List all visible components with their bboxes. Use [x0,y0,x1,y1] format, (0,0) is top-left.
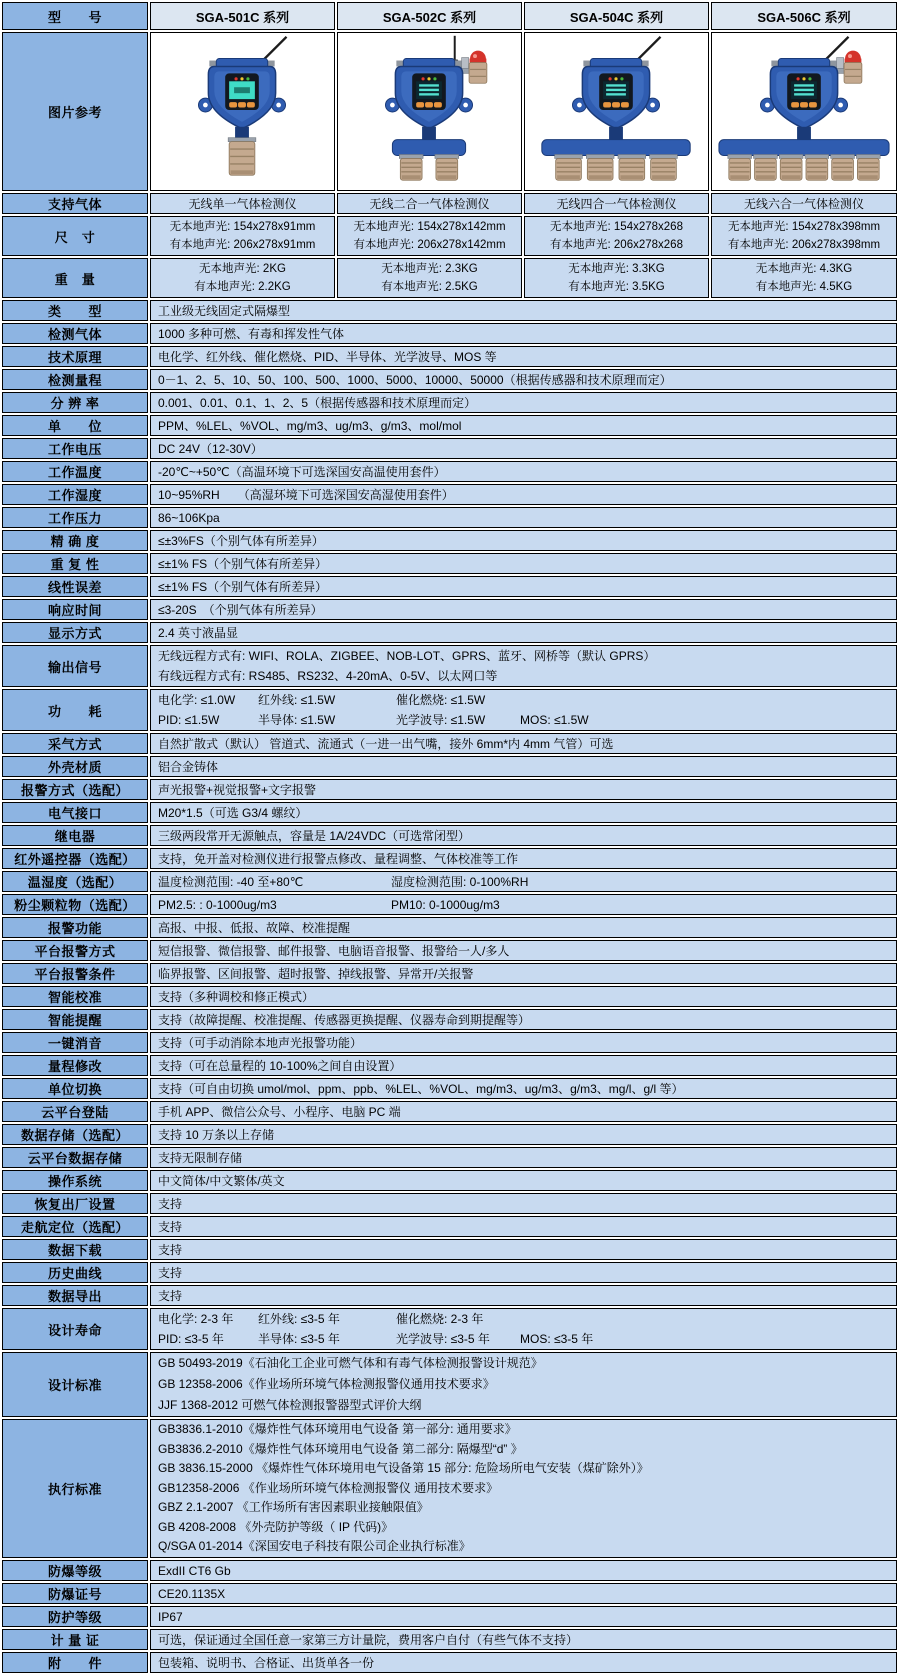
spec-row [2,1629,897,1650]
spec-value-line: 有本地声光: 206x278x268 [550,239,683,251]
spec-value-cell: 支持 [150,1239,897,1260]
spec-value-line: GB3836.1-2010《爆炸性气体环境用电气设备 第一部分: 通用要求》 [158,1422,517,1437]
spec-value-cell [150,258,335,298]
spec-value-line: 有本地声光: 2.2KG [194,281,291,293]
row-label: 附 件 [2,1652,148,1673]
model-column-header: SGA-506C 系列 [711,2,897,30]
spec-value-cell: 无线六合一气体检测仪 [711,193,897,214]
spec-value-line: 无本地声光: 2.3KG [381,263,478,275]
spec-value-cell: 无线四合一气体检测仪 [524,193,709,214]
spec-row [2,300,897,321]
spec-row [2,1285,897,1306]
spec-row [2,553,897,574]
row-label: 走航定位（选配） [2,1216,148,1237]
product-image-sga-506c [711,32,897,191]
spec-value-cell: IP67 [150,1606,897,1627]
spec-value-line: GB12358-2006 《作业场所环境气体检测报警仪 通用技术要求》 [158,1480,499,1495]
spec-value-line: GBZ 2.1-2007 《工作场所有害因素职业接触限值》 [158,1500,429,1515]
spec-row [2,599,897,620]
spec-value-line: GB 12358-2006《作业场所环境气体检测报警仪通用技术要求》 [158,1377,495,1391]
row-label: 报警方式（选配） [2,779,148,800]
spec-value-cell: 支持 [150,1285,897,1306]
row-label: 防护等级 [2,1606,148,1627]
spec-value-line: 有本地声光: 4.5KG [755,281,853,293]
model-column-header: SGA-504C 系列 [524,2,709,30]
row-label: 计 量 证 [2,1629,148,1650]
row-label: 云平台登陆 [2,1101,148,1122]
spec-row [2,193,897,214]
spec-value-cell: 短信报警、微信报警、邮件报警、电脑语音报警、报警给一人/多人 [150,940,897,961]
row-label: 输出信号 [2,645,148,687]
row-label: 工作电压 [2,438,148,459]
gas-detector-dual-icon [338,33,521,185]
spec-row [2,484,897,505]
spec-value-cell: 无线单一气体检测仪 [150,193,335,214]
row-label: 尺 寸 [2,216,148,256]
spec-row [2,802,897,823]
spec-row [2,1239,897,1260]
spec-row [2,779,897,800]
spec-value-cell: 10~95%RH （高湿环境下可选深国安高湿使用套件） [150,484,897,505]
spec-value-line [158,690,896,710]
row-label: 红外遥控器（选配） [2,848,148,869]
spec-value-line: GB3836.2-2010《爆炸性气体环境用电气设备 第二部分: 隔爆型“d” 》 [158,1441,523,1456]
spec-value-line: JJF 1368-2012 可燃气体检测报警器型式评价大纲 [158,1398,422,1412]
spec-value-segment: PID: ≤1.5W [158,713,220,727]
row-label: 单位切换 [2,1078,148,1099]
spec-value-line: 无本地声光: 154x278x142mm [353,221,506,233]
row-label: 一键消音 [2,1032,148,1053]
spec-value-cell: 支持（可手动消除本地声光报警功能） [150,1032,897,1053]
row-label: 数据导出 [2,1285,148,1306]
spec-value-line: 无本地声光: 154x278x398mm [727,221,881,233]
spec-value-cell: 0－1、2、5、10、50、100、500、1000、5000、10000、50000（根据传感器和技术原理而定） [150,369,897,390]
row-label: 检测量程 [2,369,148,390]
spec-value-line: Q/SGA 01-2014《深国安电子科技有限公司企业执行标准》 [158,1539,471,1554]
spec-row [2,1032,897,1053]
row-label: 防爆证号 [2,1583,148,1604]
spec-row [2,1124,897,1145]
spec-value-cell [150,871,897,892]
row-label: 采气方式 [2,733,148,754]
row-label: 执行标准 [2,1419,148,1558]
spec-row [2,346,897,367]
spec-row [2,392,897,413]
spec-value-cell: 工业级无线固定式隔爆型 [150,300,897,321]
spec-row [2,1216,897,1237]
row-label: 重 量 [2,258,148,298]
spec-row [2,689,897,731]
spec-value-segment: 半导体: ≤1.5W [258,713,336,727]
spec-row [2,1147,897,1168]
spec-row [2,415,897,436]
row-label: 防爆等级 [2,1560,148,1581]
spec-row [2,645,897,687]
spec-row [2,1193,897,1214]
spec-row [2,216,897,256]
row-label: 图片参考 [2,32,148,191]
spec-value-line: 有本地声光: 206x278x142mm [353,239,506,251]
spec-row [2,507,897,528]
spec-value-cell [150,894,897,915]
spec-row [2,756,897,777]
spec-value-cell: 支持 [150,1193,897,1214]
spec-value-line: 有本地声光: 206x278x91mm [169,239,316,251]
model-column-header: SGA-502C 系列 [337,2,522,30]
spec-value-line: 有本地声光: 3.5KG [568,281,665,293]
spec-value-cell: DC 24V（12-30V） [150,438,897,459]
spec-value-cell [150,1419,897,1558]
spec-value-cell: 无线二合一气体检测仪 [337,193,522,214]
row-label: 外壳材质 [2,756,148,777]
row-label: 检测气体 [2,323,148,344]
spec-row [2,825,897,846]
spec-value-line [158,710,896,730]
gas-detector-single-icon [151,33,334,185]
spec-value-segment: 催化燃烧: ≤1.5W [396,693,486,707]
spec-value-line: GB 4208-2008 《外壳防护等级（ IP 代码)》 [158,1519,394,1534]
spec-value-cell: 声光报警+视觉报警+文字报警 [150,779,897,800]
spec-value-line: 无本地声光: 2KG [199,263,286,275]
spec-row [2,323,897,344]
row-label: 支持气体 [2,193,148,214]
spec-value-line: GB 3836.15-2000 《爆炸性气体环境用电气设备第 15 部分: 危险场所电气安装（煤矿除外）》 [158,1461,649,1476]
spec-value-cell: 中文简体/中文繁体/英文 [150,1170,897,1191]
spec-row [2,848,897,869]
spec-value-line: 无本地声光: 3.3KG [568,263,665,275]
spec-row [2,1078,897,1099]
spec-value-cell: 铝合金铸体 [150,756,897,777]
row-label: 设计标准 [2,1352,148,1417]
spec-value-line: 无本地声光: 4.3KG [755,263,853,275]
spec-value-cell: 86~106Kpa [150,507,897,528]
product-image-sga-502c [337,32,522,191]
spec-value-line: 有本地声光: 2.5KG [381,281,478,293]
row-label: 类 型 [2,300,148,321]
spec-value-line: 有本地声光: 206x278x398mm [727,239,881,251]
spec-row [2,940,897,961]
row-label: 操作系统 [2,1170,148,1191]
spec-value-cell: 三级两段常开无源触点，容量是 1A/24VDC（可选常闭型） [150,825,897,846]
spec-value-cell: 支持无限制存储 [150,1147,897,1168]
row-label: 设计寿命 [2,1308,148,1350]
spec-value-segment: 红外线: ≤1.5W [258,693,336,707]
spec-value-segment: 电化学: ≤1.0W [158,693,236,707]
spec-value-cell: 支持 [150,1262,897,1283]
spec-value-line: 无本地声光: 154x278x91mm [169,221,316,233]
spec-value-cell: 支持（可在总量程的 10-100%之间自由设置） [150,1055,897,1076]
row-label: 历史曲线 [2,1262,148,1283]
spec-row [2,1101,897,1122]
spec-value-segment: MOS: ≤3-5 年 [520,1332,594,1346]
spec-row [2,258,897,298]
spec-value-cell [150,216,335,256]
spec-row [2,461,897,482]
row-label: 显示方式 [2,622,148,643]
spec-row [2,1170,897,1191]
spec-value-segment: PID: ≤3-5 年 [158,1332,224,1346]
spec-row [2,530,897,551]
row-label: 报警功能 [2,917,148,938]
spec-value-cell [150,689,897,731]
spec-row [2,986,897,1007]
gas-detector-quad-icon [525,33,708,185]
spec-value-cell: ≤±1% FS（个别气体有所差异） [150,553,897,574]
row-label: 工作压力 [2,507,148,528]
spec-value-cell: PPM、%LEL、%VOL、mg/m3、ug/m3、g/m3、mol/mol [150,415,897,436]
spec-value-segment: MOS: ≤1.5W [520,713,589,727]
row-label: 分 辨 率 [2,392,148,413]
product-image-sga-504c [524,32,709,191]
row-label: 量程修改 [2,1055,148,1076]
spec-value-line: 有线远程方式有: RS485、RS232、4-20mA、0-5V、以太网口等 [158,669,498,683]
spec-row [2,1606,897,1627]
row-label: 单 位 [2,415,148,436]
spec-value-cell: 0.001、0.01、0.1、1、2、5（根据传感器和技术原理而定） [150,392,897,413]
spec-row [2,1055,897,1076]
spec-value-cell [524,258,709,298]
spec-value-cell: 可选，保证通过全国任意一家第三方计量院，费用客户自付（有些气体不支持） [150,1629,897,1650]
spec-value-cell: ≤±3%FS（个别气体有所差异） [150,530,897,551]
spec-value-cell: 支持（可自由切换 umol/mol、ppm、ppb、%LEL、%VOL、mg/m3、ug/m3、g/m3、mg/l、g/l 等） [150,1078,897,1099]
row-label: 工作湿度 [2,484,148,505]
row-label: 响应时间 [2,599,148,620]
spec-value-cell: 包装箱、说明书、合格证、出货单各一份 [150,1652,897,1673]
spec-value-segment: 催化燃烧: 2-3 年 [396,1312,484,1326]
spec-value-segment: 电化学: 2-3 年 [158,1312,234,1326]
spec-row [2,1262,897,1283]
row-label: 数据下载 [2,1239,148,1260]
spec-value-cell: 手机 APP、微信公众号、小程序、电脑 PC 端 [150,1101,897,1122]
spec-row [2,963,897,984]
row-label: 工作温度 [2,461,148,482]
spec-value-cell: CE20.1135X [150,1583,897,1604]
spec-value-segment: 光学波导: ≤1.5W [396,713,486,727]
spec-value-cell: -20℃~+50℃（高温环境下可选深国安高温使用套件） [150,461,897,482]
spec-value-line: GB 50493-2019《石油化工企业可燃气体和有毒气体检测报警设计规范》 [158,1356,543,1370]
spec-row [2,733,897,754]
row-label: 电气接口 [2,802,148,823]
spec-value-cell: 临界报警、区间报警、超时报警、掉线报警、异常开/关报警 [150,963,897,984]
spec-value-cell [150,1352,897,1417]
row-label: 数据存储（选配） [2,1124,148,1145]
spec-value-cell: 支持（多种调校和修正模式） [150,986,897,1007]
spec-row [2,1009,897,1030]
row-label: 重 复 性 [2,553,148,574]
spec-row [2,894,897,915]
spec-value-segment: 湿度检测范围: 0-100%RH [391,875,529,889]
spec-row [2,369,897,390]
row-label: 精 确 度 [2,530,148,551]
row-label: 技术原理 [2,346,148,367]
row-label: 型 号 [2,2,148,30]
spec-row [2,438,897,459]
row-label: 云平台数据存储 [2,1147,148,1168]
spec-table-body [2,2,897,1673]
spec-value-cell: M20*1.5（可选 G3/4 螺纹） [150,802,897,823]
spec-row [2,32,897,191]
gas-detector-hex-icon [713,33,896,185]
spec-row [2,1652,897,1673]
spec-value-cell: 支持 [150,1216,897,1237]
spec-row [2,1419,897,1558]
spec-value-cell: 支持（故障提醒、校准提醒、传感器更换提醒、仪器寿命到期提醒等） [150,1009,897,1030]
spec-value-cell [337,216,522,256]
spec-value-line: 无本地声光: 154x278x268 [550,221,683,233]
spec-value-cell [337,258,522,298]
spec-value-line [158,1309,896,1329]
spec-row [2,622,897,643]
spec-row [2,871,897,892]
spec-value-segment: 红外线: ≤3-5 年 [258,1312,340,1326]
row-label: 粉尘颗粒物（选配） [2,894,148,915]
spec-value-segment: 光学波导: ≤3-5 年 [396,1332,490,1346]
row-label: 恢复出厂设置 [2,1193,148,1214]
row-label: 功 耗 [2,689,148,731]
spec-value-cell: 高报、中报、低报、故障、校准提醒 [150,917,897,938]
spec-value-cell: 支持 10 万条以上存储 [150,1124,897,1145]
spec-value-cell: 1000 多种可燃、有毒和挥发性气体 [150,323,897,344]
row-label: 平台报警条件 [2,963,148,984]
spec-value-cell: ≤3-20S （个别气体有所差异） [150,599,897,620]
spec-value-line [158,1329,896,1349]
model-column-header: SGA-501C 系列 [150,2,335,30]
spec-value-cell: 自然扩散式（默认） 管道式、流通式（一进一出气嘴，接外 6mm*内 4mm 气管）可选 [150,733,897,754]
spec-row [2,917,897,938]
row-label: 平台报警方式 [2,940,148,961]
spec-row [2,1560,897,1581]
spec-value-cell: 电化学、红外线、催化燃烧、PID、半导体、光学波导、MOS 等 [150,346,897,367]
spec-row [2,1308,897,1350]
spec-value-segment: 半导体: ≤3-5 年 [258,1332,340,1346]
row-label: 智能提醒 [2,1009,148,1030]
spec-value-cell: ≤±1% FS（个别气体有所差异） [150,576,897,597]
spec-value-cell: 支持，免开盖对检测仪进行报警点修改、量程调整、气体校准等工作 [150,848,897,869]
spec-value-segment: 温度检测范围: -40 至+80℃ [158,875,304,889]
spec-value-line: 无线远程方式有: WIFI、ROLA、ZIGBEE、NOB-LOT、GPRS、蓝牙、网桥等（默认 GPRS） [158,649,656,663]
spec-value-cell [711,216,897,256]
spec-value-cell: ExdII CT6 Gb [150,1560,897,1581]
spec-value-cell [150,645,897,687]
spec-row [2,1583,897,1604]
spec-value-cell [524,216,709,256]
product-image-sga-501c [150,32,335,191]
spec-row [2,1352,897,1417]
spec-row [2,576,897,597]
spec-value-cell [150,1308,897,1350]
spec-row [2,2,897,30]
spec-value-segment: PM2.5: : 0-1000ug/m3 [158,897,277,912]
row-label: 线性误差 [2,576,148,597]
row-label: 继电器 [2,825,148,846]
row-label: 温湿度（选配） [2,871,148,892]
spec-value-cell: 2.4 英寸液晶显 [150,622,897,643]
spec-value-segment: PM10: 0-1000ug/m3 [391,897,500,912]
spec-value-cell [711,258,897,298]
row-label: 智能校准 [2,986,148,1007]
